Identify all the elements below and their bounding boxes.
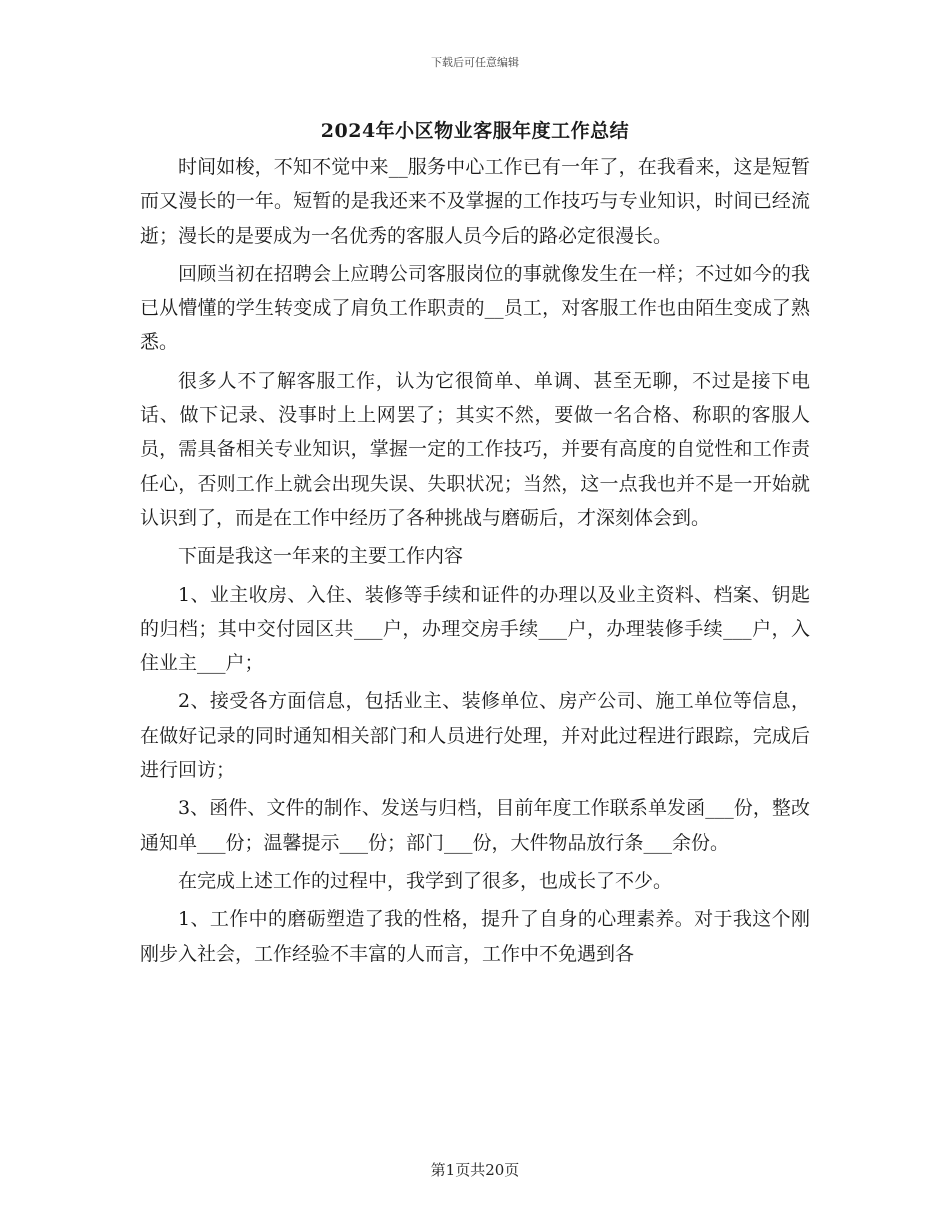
paragraph: 回顾当初在招聘会上应聘公司客服岗位的事就像发生在一样；不过如今的我已从懵懂的学生转变成了肩负工作职责的__员工，对客服工作也由陌生变成了熟悉。 — [140, 262, 810, 354]
paragraph: 很多人不了解客服工作，认为它很简单、单调、甚至无聊，不过是接下电话、做下记录、没事时上上网罢了；其实不然，要做一名合格、称职的客服人员，需具备相关专业知识，掌握一定的工作技巧，并要有高度的自觉性和工作责任心，否则工作上就会出现失误、失职状况；当然，这一点我也并不是一开始就认识到了，而是在工作中经历了各种挑战与磨砺后，才深刻体会到。 — [140, 369, 810, 529]
paragraph: 时间如梭，不知不觉中来__服务中心工作已有一年了，在我看来，这是短暂而又漫长的一年。短暂的是我还来不及掌握的工作技巧与专业知识，时间已经流逝；漫长的是要成为一名优秀的客服人员今后的路必定很漫长。 — [140, 156, 810, 247]
document-body — [140, 150, 810, 975]
paragraph: 3、函件、文件的制作、发送与归档，目前年度工作联系单发函___份，整改通知单___份；温馨提示___份；部门___份，大件物品放行条___余份。 — [140, 797, 810, 854]
document-title: 2024年小区物业客服年度工作总结 — [320, 120, 630, 142]
header-note: 下载后可任意编辑 — [431, 56, 519, 69]
paragraph: 2、接受各方面信息，包括业主、装修单位、房产公司、施工单位等信息，在做好记录的同时通知相关部门和人员进行处理，并对此过程进行跟踪，完成后进行回访； — [140, 690, 810, 782]
page-footer: 第1页共20页 — [430, 1161, 520, 1179]
paragraph: 1、工作中的磨砺塑造了我的性格，提升了自身的心理素养。对于我这个刚刚步入社会，工作经验不丰富的人而言，工作中不免遇到各 — [140, 908, 810, 965]
paragraph: 1、业主收房、入住、装修等手续和证件的办理以及业主资料、档案、钥匙的归档；其中交付园区共___户，办理交房手续___户，办理装修手续___户，入住业主___户； — [140, 583, 810, 675]
paragraph: 在完成上述工作的过程中，我学到了很多，也成长了不少。 — [178, 869, 673, 892]
paragraph: 下面是我这一年来的主要工作内容 — [178, 545, 464, 568]
